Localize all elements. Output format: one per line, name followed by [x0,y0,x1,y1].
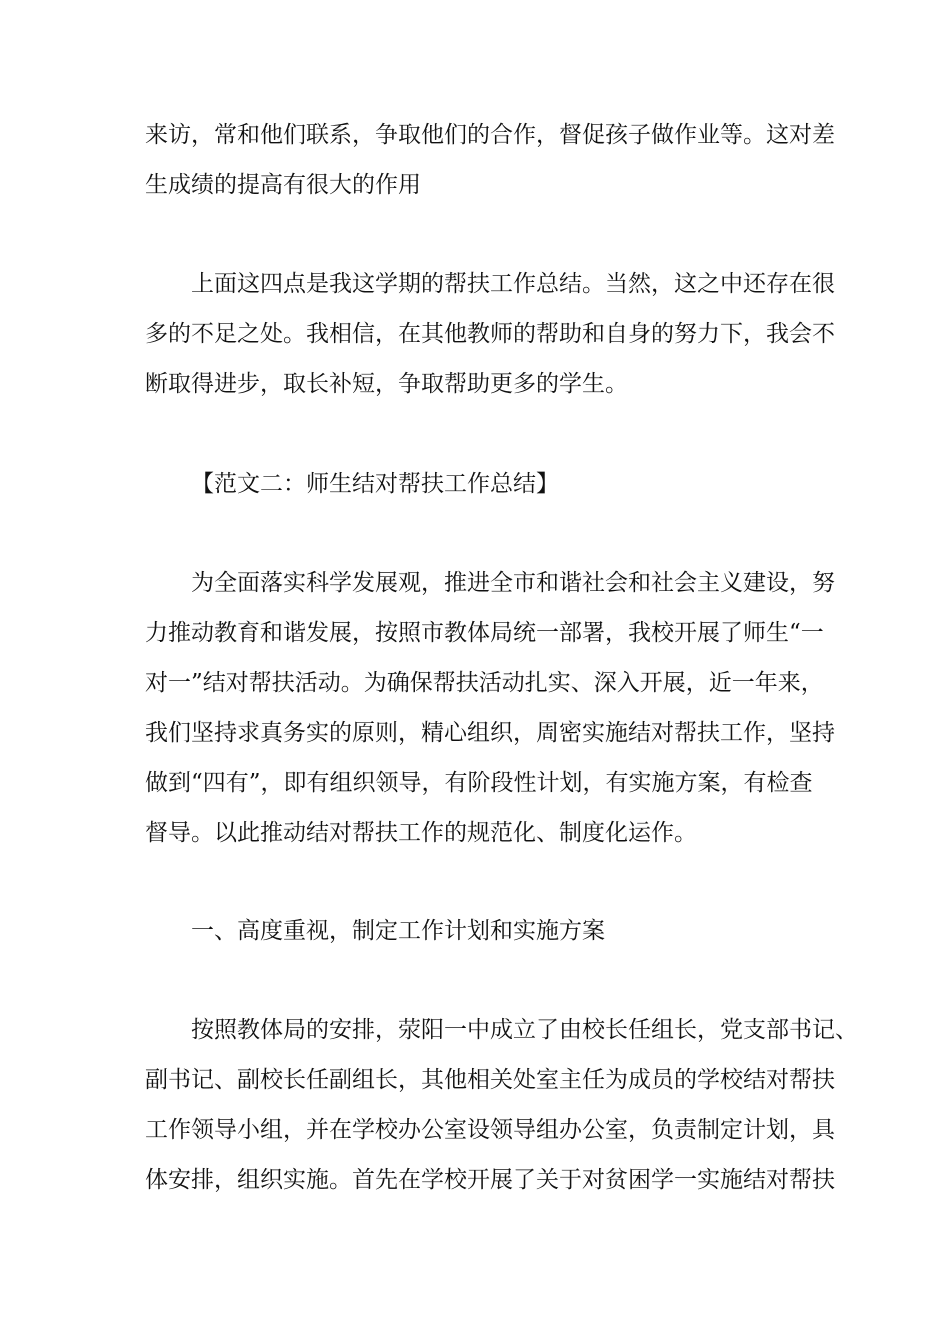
text-line: 工作领导小组，并在学校办公室设领导组办公室，负责制定计划，具 [145,1117,835,1143]
heading-text: 一、高度重视，制定工作计划和实施方案 [191,918,605,944]
heading-text: 【范文二：师生结对帮扶工作总结】 [191,471,559,497]
text-line: 副书记、副校长任副组长，其他相关处室主任为成员的学校结对帮扶 [145,1067,835,1093]
text-line: 多的不足之处。我相信，在其他教师的帮助和自身的努力下，我会不 [145,321,835,347]
text-line: 督导。以此推动结对帮扶工作的规范化、制度化运作。 [145,820,697,846]
text-line: 按照教体局的安排，荥阳一中成立了由校长任组长，党支部书记、 [191,1017,858,1043]
text-line: 为全面落实科学发展观，推进全市和谐社会和社会主义建设，努 [191,570,835,596]
text-line: 我们坚持求真务实的原则，精心组织，周密实施结对帮扶工作，坚持 [145,720,835,746]
text-line: 上面这四点是我这学期的帮扶工作总结。当然，这之中还存在很 [191,271,835,297]
text-line: 断取得进步，取长补短，争取帮助更多的学生。 [145,371,628,397]
paragraph-arrangement [145,1005,858,1205]
text-line: 来访，常和他们联系，争取他们的合作，督促孩子做作业等。这对差 [145,122,835,148]
text-line: 对一”结对帮扶活动。为确保帮扶活动扎实、深入开展，近一年来， [145,670,824,696]
paragraph-introduction [145,558,835,858]
text-line: 做到“四有”，即有组织领导，有阶段性计划，有实施方案，有检查 [145,770,813,796]
text-line: 生成绩的提高有很大的作用 [145,172,421,198]
text-line: 体安排，组织实施。首先在学校开展了关于对贫困学一实施结对帮扶 [145,1167,835,1193]
paragraph-continuation [145,110,835,210]
section-title [145,459,810,509]
text-line: 力推动教育和谐发展，按照市教体局统一部署，我校开展了师生“一 [145,620,824,646]
subsection-heading [145,906,810,956]
paragraph-summary [145,259,835,409]
